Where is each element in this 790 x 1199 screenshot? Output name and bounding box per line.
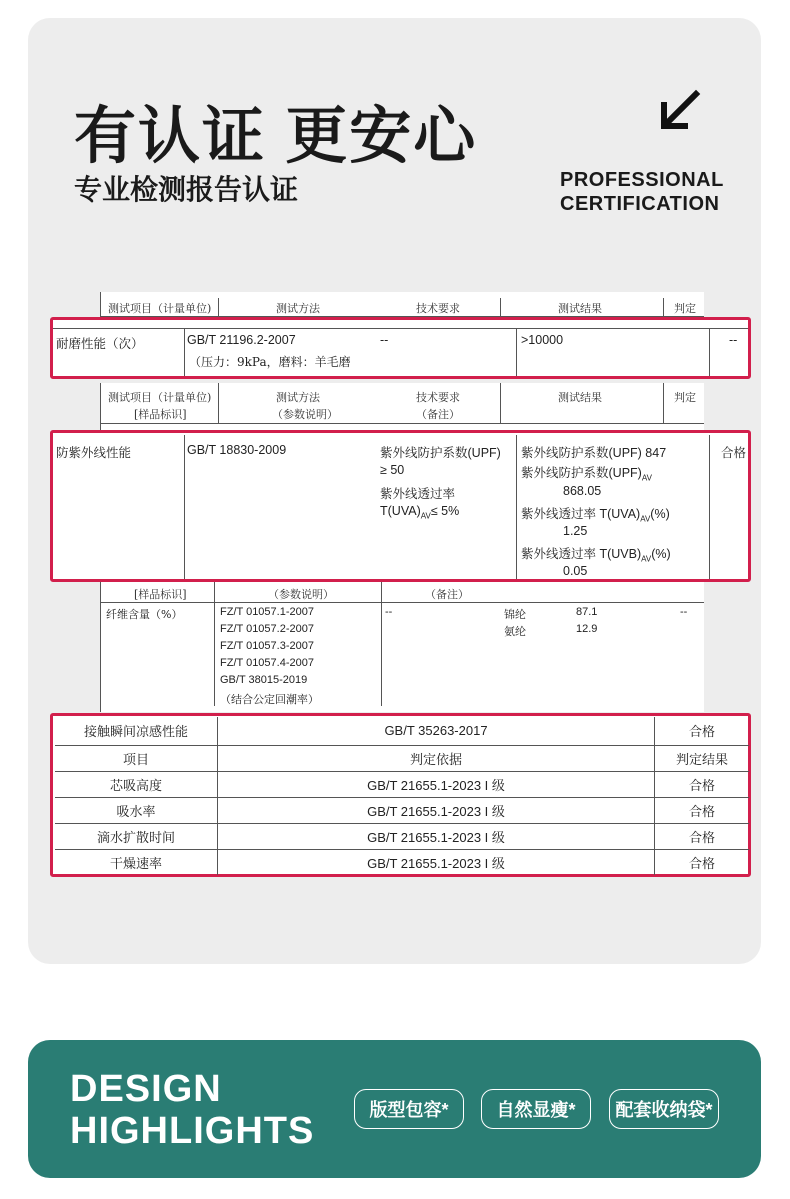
test-item: 纤维含量（%） [106,608,183,621]
table-cell: 合格 [655,771,750,797]
fiber-name: 氨纶 [504,625,526,638]
highlight-tag: 配套收纳袋* [609,1089,719,1129]
table-cell: 合格 [688,856,715,872]
result-value: 0.05 [563,564,588,578]
table-header: 测试项目（计量单位) [108,302,212,315]
table-cell: GB/T 21655.1-2023 I 级 [218,771,655,797]
table-cell: 芯吸高度 [55,771,218,797]
requirement-line [380,504,459,521]
report-sheet-2 [100,383,704,431]
table-row [55,717,749,745]
table-row [55,849,749,875]
highlight-uv-protection [50,430,751,582]
table-header: 技术要求 [416,391,460,404]
fiber-value: 87.1 [576,606,598,618]
test-item: 耐磨性能（次） [56,336,144,351]
table-cell: 合格 [655,797,750,823]
result-line [521,544,671,564]
highlight-tag: 自然显瘦* [481,1089,591,1129]
highlight-abrasion [50,317,751,379]
test-result: >10000 [521,333,564,347]
table-header: 测试结果 [558,302,602,315]
highlight-tag: 版型包容* [354,1089,464,1129]
table-cell: 吸水率 [55,797,218,823]
result-line: 紫外线防护系数(UPF) 847 [521,446,667,460]
table-cell: GB/T 35263-2017 [218,717,655,745]
table-subheader: [样品标识] [134,408,187,421]
page-subtitle: 专业检测报告认证 [74,174,299,205]
test-requirement: -- [380,333,389,347]
table-cell: 接触瞬间凉感性能 [55,717,218,745]
requirement-line: ≥ 50 [380,463,405,477]
table-header: 判定 [674,391,696,404]
requirement-line: 紫外线防护系数(UPF) [380,446,501,460]
table-header: 判定结果 [655,745,750,771]
result-text: 紫外线防护系数(UPF) [521,466,642,480]
test-verdict: 合格 [721,445,747,460]
result-line [521,463,652,483]
english-caption-line2: CERTIFICATION [560,193,720,215]
table-row [55,745,749,771]
result-value: 1.25 [563,524,588,538]
results-table [55,717,749,875]
requirement-subscript: AV [420,511,431,521]
method-line: GB/T 38015-2019 [220,674,308,686]
english-caption [560,168,724,216]
table-row [55,823,749,849]
design-highlights-title [70,1068,314,1152]
table-header: 测试结果 [558,391,602,404]
english-caption-line1: PROFESSIONAL [560,169,724,191]
result-value: 868.05 [563,484,602,498]
table-cell: GB/T 21655.1-2023 I 级 [218,823,655,849]
test-requirement: -- [385,606,393,618]
test-method: GB/T 18830-2009 [187,443,287,457]
table-subheader: （备注） [425,588,469,601]
result-text: 紫外线透过率 T(UVA) [521,507,641,521]
design-highlights-banner [28,1040,761,1178]
table-cell: 滴水扩散时间 [55,823,218,849]
table-subheader: （参数说明） [272,408,338,421]
test-method-note: （压力：9kPa，磨料：羊毛磨 [189,355,351,369]
method-line: （结合公定回潮率） [220,693,319,706]
table-cell: 合格 [655,823,750,849]
table-header: 判定依据 [218,745,655,771]
method-line: FZ/T 01057.4-2007 [220,657,314,669]
result-text: 紫外线透过率 T(UVB) [521,547,642,561]
method-line: FZ/T 01057.2-2007 [220,623,314,635]
test-verdict: -- [729,333,738,347]
result-subscript: AV [641,554,652,564]
table-header: 项目 [55,745,218,771]
table-header: 判定 [674,302,696,315]
table-subheader: [样品标识] [134,588,187,601]
table-row [55,771,749,797]
arrow-down-left-icon [656,86,704,134]
method-line: FZ/T 01057.3-2007 [220,640,314,652]
result-line [521,504,670,524]
requirement-line: 紫外线透过率 [380,487,456,501]
table-cell: 合格 [655,717,750,745]
result-subscript: AV [640,514,651,524]
table-cell: GB/T 21655.1-2023 I 级 [218,849,655,875]
result-text: (%) [651,547,671,561]
table-subheader: （备注） [416,408,460,421]
test-method: GB/T 21196.2-2007 [187,333,296,347]
test-verdict: -- [680,606,688,618]
method-line: FZ/T 01057.1-2007 [220,606,314,618]
table-cell: 干燥速率 [55,849,218,875]
table-subheader: （参数说明） [268,588,334,601]
design-title-line2: HIGHLIGHTS [70,1110,315,1152]
result-text: (%) [650,507,670,521]
table-header: 技术要求 [416,302,460,315]
highlight-cooling-moisture [50,713,751,877]
design-title-line1: DESIGN [70,1068,222,1110]
test-item: 防紫外线性能 [56,445,132,460]
fiber-name: 锦纶 [504,608,526,621]
requirement-text: T(UVA) [380,504,421,518]
table-cell: GB/T 21655.1-2023 I 级 [218,797,655,823]
table-header: 测试方法 [276,302,320,315]
report-sheet-3 [100,582,704,712]
page-title: 有认证 更安心 [74,102,478,171]
table-row [55,797,749,823]
table-header: 测试方法 [276,391,320,404]
result-subscript: AV [641,473,652,483]
fiber-value: 12.9 [576,623,598,635]
table-header: 测试项目（计量单位) [108,391,212,404]
requirement-text: ≤ 5% [430,504,460,518]
